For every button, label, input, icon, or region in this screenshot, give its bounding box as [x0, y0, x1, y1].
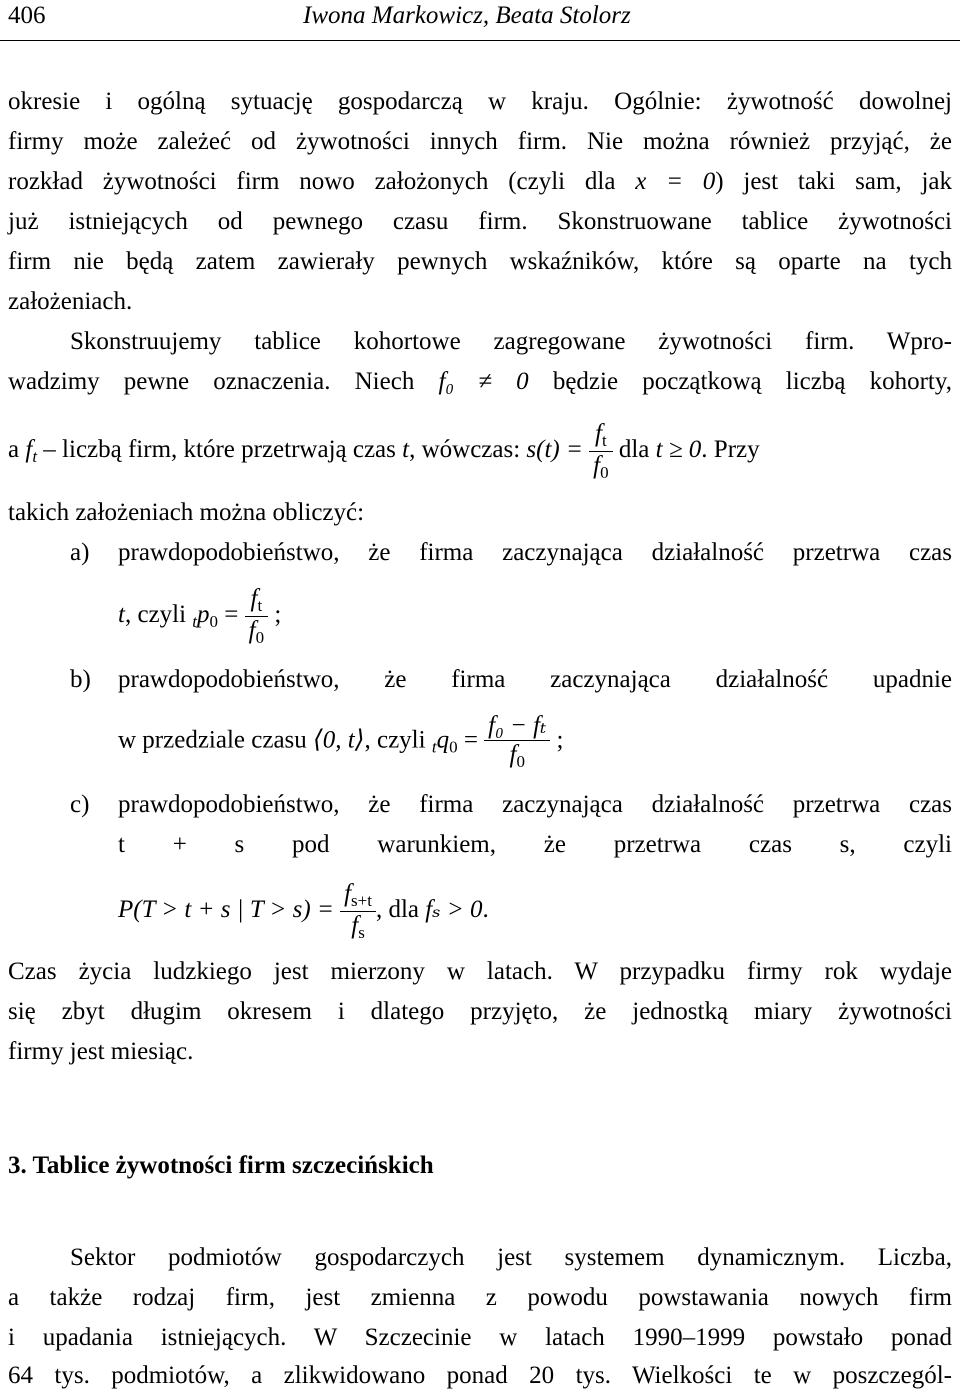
para1-line5: firm nie będą zatem zawierały pewnych wskaźników, które są oparte na tych [8, 248, 952, 275]
list-label-b: b) [70, 666, 91, 693]
math-interval: ⟨0, t⟩ [313, 726, 365, 754]
para2-line2: wadzimy pewne oznaczenia. Niech f₀ ≠ 0 będzie początkową liczbą kohorty, [8, 368, 952, 395]
fraction-a: $\frac{f_t}{f_0}$ [245, 585, 268, 647]
fraction-ft-over-f0: $\frac{f_t}{f_0}$ [589, 420, 612, 482]
list-b-line2: w przedziale czasu ⟨0, t⟩, czyli $_tq_0$ = $\frac{\text{f₀ − fₜ}}{f_0}$ ; [118, 712, 564, 771]
para1-line1: okresie i ogólną sytuację gospodarczą w kraju. Ogólnie: żywotność dowolnej [8, 88, 952, 115]
para4-line1: Sektor podmiotów gospodarczych jest systemem dynamicznym. Liczba, [70, 1244, 952, 1271]
list-c-line2: t + s pod warunkiem, że przetrwa czas s, czyli [118, 831, 952, 858]
para3-line3: firmy jest miesiąc. [8, 1038, 194, 1065]
list-a-line2: t, czyli $_tp_0$ = $\frac{f_t}{f_0}$ ; [118, 585, 282, 647]
list-c-line3: P(T > t + s | T > s) = $\frac{f_{s+t}}{f_s}$ , dla fₛ > 0. [118, 880, 489, 942]
para4-line2: a także rodzaj firm, jest zmienna z powodu powstawania nowych firm [8, 1284, 952, 1311]
math-f0-neq-0: f₀ ≠ 0 [438, 368, 529, 395]
para1-line6: założeniach. [8, 288, 133, 315]
para1-line4: już istniejących od pewnego czasu firm. Skonstruowane tablice żywotności [8, 208, 952, 235]
section-heading: 3. Tablice żywotności firm szczecińskich [8, 1152, 434, 1179]
math-conditional-probability: P(T > t + s | T > s) = [118, 895, 334, 923]
para4-line4: 64 tys. podmiotów, a zlikwidowano ponad 20 tys. Wielkości te w poszczegól- [8, 1362, 952, 1389]
para2-line4: takich założeniach można obliczyć: [8, 499, 365, 526]
fraction-b: $\frac{\text{f₀ − fₜ}}{f_0}$ [484, 712, 550, 771]
math-x-equals-0: x = 0 [635, 168, 716, 195]
math-t-geq-0: t ≥ 0 [655, 435, 702, 463]
para3-line2: się zbyt długim okresem i dlatego przyjęto, że jednostką miary żywotności [8, 998, 952, 1025]
para2-line3: a $f_t$ – liczbą firm, które przetrwają czas t, wówczas: s(t) = $\frac{f_t}{f_0}$ dla t ≥ 0. Przy [8, 420, 760, 482]
fraction-c: $\frac{f_{s+t}}{f_s}$ [340, 880, 376, 942]
para1-line2: firmy może zależeć od żywotności innych firm. Nie można również przyjąć, że [8, 128, 952, 155]
header-rule [0, 40, 960, 41]
para1-line3: rozkład żywotności firm nowo założonych (czyli dla x = 0) jest taki sam, jak [8, 168, 953, 195]
page-number: 406 [8, 2, 46, 29]
math-s-of-t: s(t) = [526, 435, 583, 463]
list-label-a: a) [70, 539, 90, 566]
para3-line1: Czas życia ludzkiego jest mierzony w latach. W przypadku firmy rok wydaje [8, 958, 952, 985]
list-a-line1: prawdopodobieństwo, że firma zaczynająca działalność przetrwa czas [118, 539, 952, 566]
list-c-line1: prawdopodobieństwo, że firma zaczynająca działalność przetrwa czas [118, 791, 952, 818]
running-head: Iwona Markowicz, Beata Stolorz [303, 2, 631, 29]
math-fs-gt-0: fₛ > 0 [425, 895, 483, 923]
list-label-c: c) [70, 791, 90, 818]
para4-line3: i upadania istniejących. W Szczecinie w latach 1990–1999 powstało ponad [8, 1324, 952, 1351]
math-ft: $f_t$ [25, 435, 38, 466]
para2-line1: Skonstruujemy tablice kohortowe zagregowane żywotności firm. Wpro- [70, 328, 952, 355]
list-b-line1: prawdopodobieństwo, że firma zaczynająca działalność upadnie [118, 666, 952, 693]
